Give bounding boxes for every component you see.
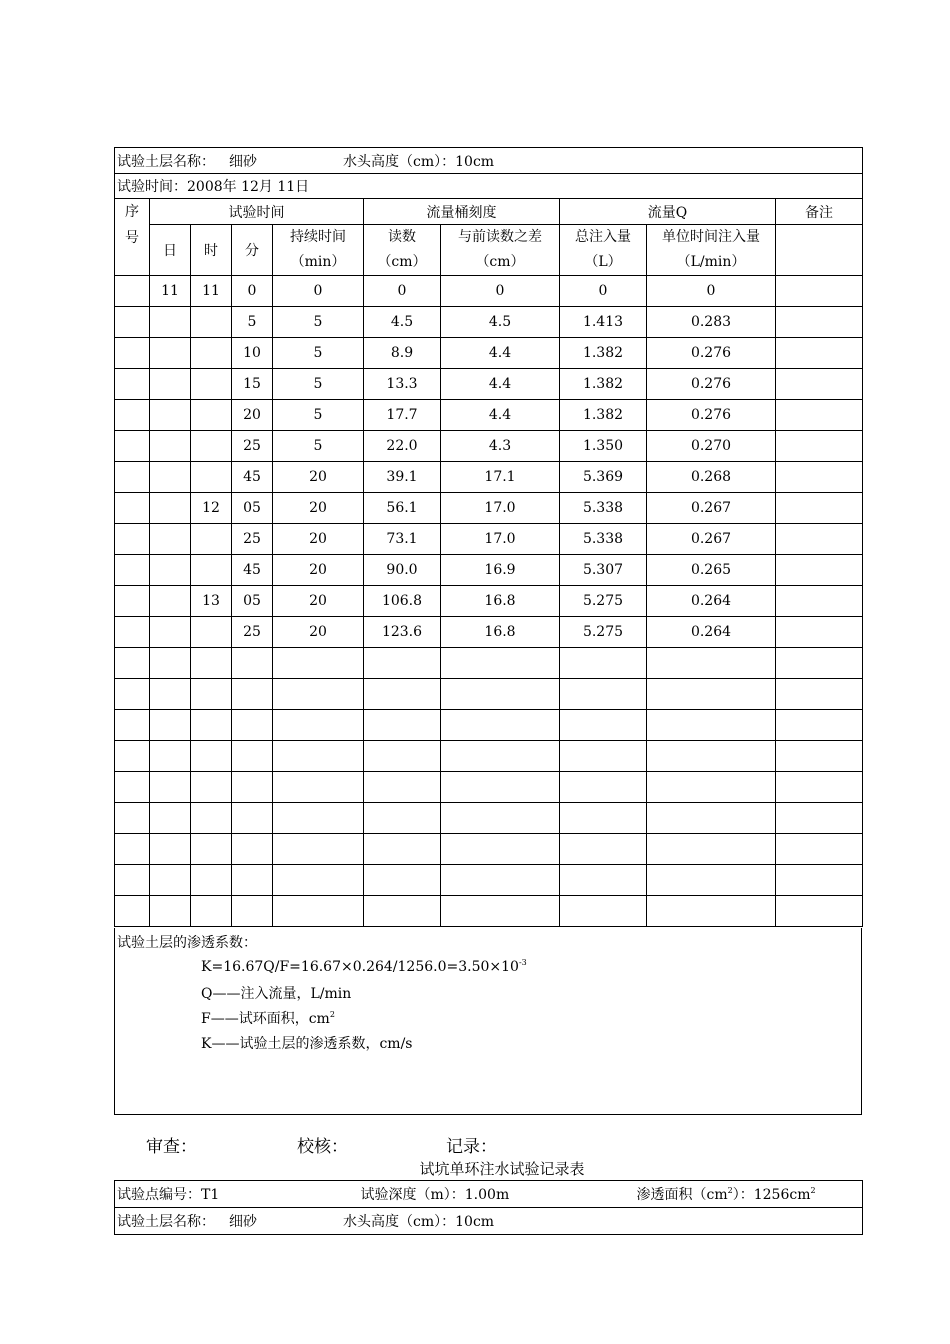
cell-day (150, 462, 191, 493)
cell-minute (232, 710, 273, 741)
cell-seq (115, 524, 150, 555)
depth-label: 试验深度（m）：1.00m (359, 1181, 635, 1208)
cell-remark (776, 462, 863, 493)
cell-reading (364, 896, 441, 927)
table-row (115, 462, 863, 493)
cell-minute: 10 (232, 338, 273, 369)
cell-remark (776, 369, 863, 400)
cell-seq (115, 865, 150, 896)
cell-minute (232, 865, 273, 896)
cell-unit: 0.268 (647, 462, 776, 493)
cell-remark (776, 338, 863, 369)
cell-reading (364, 710, 441, 741)
cell-unit: 0.276 (647, 369, 776, 400)
cell-day (150, 400, 191, 431)
cell-hour (191, 679, 232, 710)
cell-duration (273, 896, 364, 927)
cell-seq (115, 896, 150, 927)
cell-diff (441, 648, 560, 679)
table-row (115, 431, 863, 462)
point-label: 试验点编号：T1 (115, 1181, 359, 1208)
table-row (115, 493, 863, 524)
next-form-row-1 (115, 1181, 863, 1208)
cell-seq (115, 369, 150, 400)
cell-reading: 17.7 (364, 400, 441, 431)
cell-day (150, 741, 191, 772)
cell-remark (776, 276, 863, 307)
record-table (114, 147, 863, 927)
cell-reading: 90.0 (364, 555, 441, 586)
cell-duration (273, 679, 364, 710)
cell-minute: 05 (232, 586, 273, 617)
cell-duration: 0 (273, 276, 364, 307)
cell-minute: 20 (232, 400, 273, 431)
cell-seq (115, 617, 150, 648)
cell-total: 0 (560, 276, 647, 307)
cell-duration (273, 772, 364, 803)
cell-total (560, 648, 647, 679)
cell-duration (273, 741, 364, 772)
table-row (115, 865, 863, 896)
cell-minute: 05 (232, 493, 273, 524)
cell-remark (776, 710, 863, 741)
cell-day (150, 679, 191, 710)
formula-line: $K=16.67Q/F=16.67\times 0.264/1256.0=3.50\times 10^{-3}$ (201, 958, 527, 975)
cell-unit (647, 679, 776, 710)
day-header: 日 (150, 225, 191, 276)
cell-duration (273, 648, 364, 679)
next-form-info (114, 1180, 863, 1235)
cell-duration: 20 (273, 617, 364, 648)
cell-day (150, 524, 191, 555)
cell-unit: 0 (647, 276, 776, 307)
cell-duration: 20 (273, 462, 364, 493)
cell-total (560, 834, 647, 865)
cell-day (150, 338, 191, 369)
cell-remark (776, 617, 863, 648)
cell-reading (364, 648, 441, 679)
cell-total (560, 772, 647, 803)
cell-hour (191, 307, 232, 338)
cell-hour: 11 (191, 276, 232, 307)
table-row (115, 834, 863, 865)
cell-duration: 20 (273, 555, 364, 586)
cell-reading: 13.3 (364, 369, 441, 400)
cell-hour (191, 400, 232, 431)
cell-duration: 20 (273, 586, 364, 617)
cell-total: 5.369 (560, 462, 647, 493)
table-row (115, 400, 863, 431)
cell-seq (115, 679, 150, 710)
cell-duration (273, 865, 364, 896)
cell-unit: 0.264 (647, 586, 776, 617)
cell-diff: 16.8 (441, 586, 560, 617)
cell-diff (441, 772, 560, 803)
cell-unit: 0.267 (647, 524, 776, 555)
cell-seq (115, 772, 150, 803)
cell-total: 5.275 (560, 617, 647, 648)
cell-remark (776, 648, 863, 679)
cell-diff: 16.9 (441, 555, 560, 586)
cell-seq (115, 834, 150, 865)
total-header: 总注入量 （L） (560, 225, 647, 276)
unit-header: 单位时间注入量 （L/min） (647, 225, 776, 276)
cell-unit (647, 803, 776, 834)
cell-day (150, 617, 191, 648)
time-label: 试验时间： (117, 179, 187, 195)
cell-reading: 0 (364, 276, 441, 307)
cell-diff: 4.4 (441, 400, 560, 431)
flow-q-header: 流量Q (560, 199, 776, 225)
next-soil-line: 试验土层名称： 细砂 水头高度（cm）：10cm (115, 1208, 863, 1235)
cell-minute (232, 803, 273, 834)
cell-remark (776, 896, 863, 927)
cell-minute (232, 648, 273, 679)
cell-hour (191, 834, 232, 865)
cell-minute: 5 (232, 307, 273, 338)
cell-diff: 17.0 (441, 524, 560, 555)
hour-header: 时 (191, 225, 232, 276)
cell-diff (441, 710, 560, 741)
f-definition: F——试环面积，$cm^2$ (201, 1010, 335, 1027)
cell-hour (191, 555, 232, 586)
cell-diff (441, 803, 560, 834)
cell-remark (776, 555, 863, 586)
cell-duration (273, 803, 364, 834)
cell-remark (776, 679, 863, 710)
cell-hour (191, 617, 232, 648)
cell-reading: 39.1 (364, 462, 441, 493)
cell-duration: 5 (273, 369, 364, 400)
cell-total: 1.413 (560, 307, 647, 338)
cell-day (150, 307, 191, 338)
cell-seq (115, 555, 150, 586)
cell-total: 1.382 (560, 338, 647, 369)
q-definition: Q——注入流量，L/min (201, 986, 352, 1002)
cell-hour: 12 (191, 493, 232, 524)
cell-diff: 4.5 (441, 307, 560, 338)
table-row (115, 803, 863, 834)
cell-remark (776, 772, 863, 803)
table-row (115, 586, 863, 617)
cell-minute (232, 834, 273, 865)
k-definition: K——试验土层的渗透系数，cm/s (201, 1036, 413, 1052)
cell-diff (441, 896, 560, 927)
cell-reading (364, 865, 441, 896)
cell-unit: 0.283 (647, 307, 776, 338)
cell-total (560, 865, 647, 896)
cell-diff (441, 741, 560, 772)
cell-minute: 0 (232, 276, 273, 307)
soil-label: 试验土层名称： (117, 153, 215, 170)
cell-unit: 0.267 (647, 493, 776, 524)
cell-diff (441, 679, 560, 710)
cell-duration: 20 (273, 524, 364, 555)
cell-remark (776, 493, 863, 524)
cell-total (560, 896, 647, 927)
cell-reading (364, 834, 441, 865)
cell-day (150, 710, 191, 741)
cell-hour (191, 803, 232, 834)
cell-reading: 123.6 (364, 617, 441, 648)
cell-unit: 0.265 (647, 555, 776, 586)
cell-day (150, 865, 191, 896)
cell-hour (191, 710, 232, 741)
cell-minute: 25 (232, 524, 273, 555)
cell-minute: 45 (232, 462, 273, 493)
cell-reading (364, 679, 441, 710)
table-row (115, 617, 863, 648)
cell-hour (191, 369, 232, 400)
cell-minute (232, 741, 273, 772)
cell-unit: 0.276 (647, 338, 776, 369)
cell-duration: 5 (273, 431, 364, 462)
cell-minute (232, 772, 273, 803)
cell-reading: 73.1 (364, 524, 441, 555)
table-row (115, 710, 863, 741)
head-label: 水头高度（cm）： (343, 153, 456, 170)
duration-header: 持续时间 （min） (273, 225, 364, 276)
cell-remark (776, 307, 863, 338)
test-time-header: 试验时间 (150, 199, 364, 225)
cell-unit (647, 834, 776, 865)
head-value: 10cm (455, 153, 495, 170)
cell-total: 1.350 (560, 431, 647, 462)
cell-day (150, 803, 191, 834)
cell-unit: 0.276 (647, 400, 776, 431)
cell-minute (232, 679, 273, 710)
cell-total: 1.382 (560, 369, 647, 400)
cell-seq (115, 493, 150, 524)
cell-total: 5.338 (560, 524, 647, 555)
cell-day (150, 896, 191, 927)
cell-diff: 4.4 (441, 338, 560, 369)
cell-duration (273, 834, 364, 865)
cell-hour (191, 338, 232, 369)
notes-box (114, 928, 862, 1115)
cell-hour (191, 524, 232, 555)
cell-seq (115, 710, 150, 741)
table-row (115, 369, 863, 400)
column-sub-row (115, 225, 863, 276)
table-row (115, 679, 863, 710)
cell-reading (364, 741, 441, 772)
table-row (115, 307, 863, 338)
cell-seq (115, 586, 150, 617)
cell-seq (115, 648, 150, 679)
cell-hour (191, 772, 232, 803)
cell-diff: 17.0 (441, 493, 560, 524)
cell-diff: 4.3 (441, 431, 560, 462)
cell-remark (776, 865, 863, 896)
area-label: 渗透面积$(cm^2)$：$1256cm^2$ (635, 1181, 863, 1208)
cell-unit (647, 710, 776, 741)
table-row (115, 741, 863, 772)
review-label: 审查： (146, 1137, 197, 1157)
cell-seq (115, 307, 150, 338)
cell-day (150, 555, 191, 586)
cell-day (150, 586, 191, 617)
next-form-title: 试坑单环注水试验记录表 (419, 1160, 585, 1178)
cell-minute (232, 896, 273, 927)
table-row (115, 648, 863, 679)
minute-header: 分 (232, 225, 273, 276)
cell-duration: 5 (273, 400, 364, 431)
cell-total (560, 803, 647, 834)
cell-total: 1.382 (560, 400, 647, 431)
cell-hour (191, 865, 232, 896)
cell-diff (441, 834, 560, 865)
cell-day (150, 834, 191, 865)
record-label: 记录： (446, 1137, 497, 1157)
seq-header: 序 号 (115, 199, 150, 276)
table-row (115, 772, 863, 803)
cell-seq (115, 276, 150, 307)
remark-header: 备注 (776, 199, 863, 225)
cell-seq (115, 431, 150, 462)
remark-sub-header (776, 225, 863, 276)
cell-total (560, 741, 647, 772)
cell-diff: 17.1 (441, 462, 560, 493)
cell-seq (115, 462, 150, 493)
table-row (115, 555, 863, 586)
cell-hour: 13 (191, 586, 232, 617)
cell-hour (191, 648, 232, 679)
bucket-header: 流量桶刻度 (364, 199, 560, 225)
soil-value: 细砂 (229, 153, 257, 170)
table-row (115, 524, 863, 555)
cell-day (150, 431, 191, 462)
cell-remark (776, 741, 863, 772)
cell-minute: 45 (232, 555, 273, 586)
cell-duration: 5 (273, 338, 364, 369)
header-soil-row (115, 148, 863, 174)
cell-day: 11 (150, 276, 191, 307)
cell-day (150, 493, 191, 524)
cell-minute: 25 (232, 617, 273, 648)
cell-hour (191, 431, 232, 462)
cell-unit (647, 741, 776, 772)
cell-seq (115, 338, 150, 369)
table-row (115, 338, 863, 369)
cell-unit (647, 896, 776, 927)
cell-remark (776, 834, 863, 865)
cell-diff (441, 865, 560, 896)
reading-header: 读数 （cm） (364, 225, 441, 276)
cell-reading (364, 803, 441, 834)
cell-unit: 0.264 (647, 617, 776, 648)
notes-title: 试验土层的渗透系数： (117, 935, 257, 951)
cell-unit: 0.270 (647, 431, 776, 462)
cell-unit (647, 865, 776, 896)
time-value: 2008年 12月 11日 (187, 179, 310, 195)
cell-diff: 0 (441, 276, 560, 307)
cell-remark (776, 431, 863, 462)
cell-reading: 106.8 (364, 586, 441, 617)
cell-unit (647, 648, 776, 679)
cell-seq (115, 741, 150, 772)
cell-reading: 56.1 (364, 493, 441, 524)
check-label: 校核： (297, 1137, 348, 1157)
cell-diff: 16.8 (441, 617, 560, 648)
cell-hour (191, 462, 232, 493)
column-group-row (115, 199, 863, 225)
cell-unit (647, 772, 776, 803)
diff-header: 与前读数之差 （cm） (441, 225, 560, 276)
cell-minute: 25 (232, 431, 273, 462)
table-row (115, 276, 863, 307)
cell-reading: 8.9 (364, 338, 441, 369)
cell-reading: 22.0 (364, 431, 441, 462)
cell-seq (115, 803, 150, 834)
table-row (115, 896, 863, 927)
cell-day (150, 648, 191, 679)
cell-minute: 15 (232, 369, 273, 400)
header-time-row (115, 174, 863, 199)
cell-hour (191, 896, 232, 927)
cell-total (560, 710, 647, 741)
cell-duration: 20 (273, 493, 364, 524)
cell-remark (776, 524, 863, 555)
cell-total: 5.275 (560, 586, 647, 617)
cell-seq (115, 400, 150, 431)
cell-reading (364, 772, 441, 803)
cell-duration: 5 (273, 307, 364, 338)
cell-duration (273, 710, 364, 741)
cell-total: 5.307 (560, 555, 647, 586)
cell-hour (191, 741, 232, 772)
cell-remark (776, 586, 863, 617)
cell-reading: 4.5 (364, 307, 441, 338)
cell-diff: 4.4 (441, 369, 560, 400)
cell-total (560, 679, 647, 710)
cell-day (150, 369, 191, 400)
next-form-row-2 (115, 1208, 863, 1235)
cell-total: 5.338 (560, 493, 647, 524)
cell-day (150, 772, 191, 803)
cell-remark (776, 400, 863, 431)
cell-remark (776, 803, 863, 834)
